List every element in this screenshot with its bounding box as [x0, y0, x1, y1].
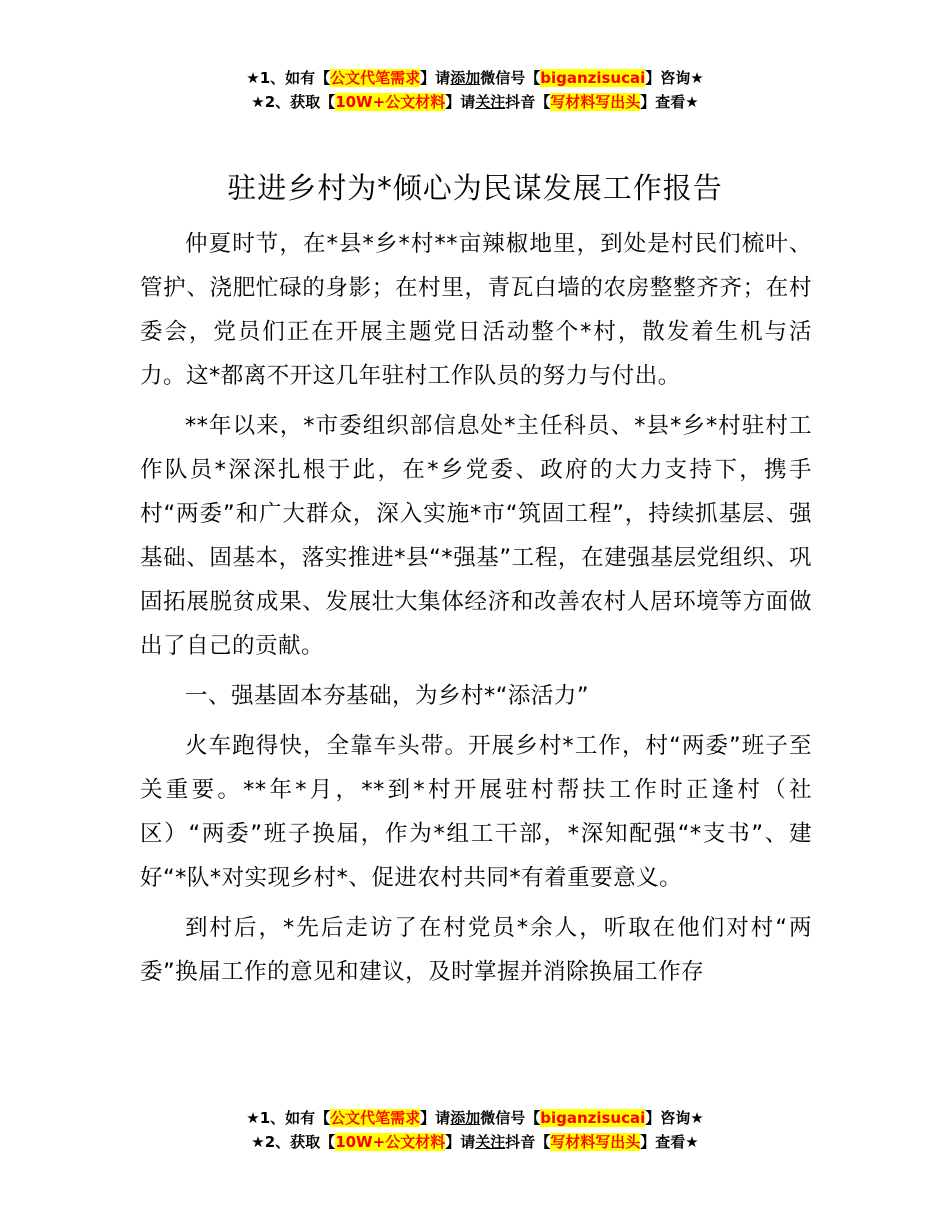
- promo-underlined: 关注: [475, 1133, 506, 1151]
- promo-text: 微信号【: [480, 69, 541, 87]
- footer-promo-banner: [0, 1106, 950, 1154]
- body-paragraph: 火车跑得快，全靠车头带。开展乡村*工作，村“两委”班子至关重要。**年*月，**到*村开展驻村帮扶工作时正逢村（社区）“两委”班子换届，作为*组工干部，*深知配强“*支书”、建好“*队*对实现乡村*、促进农村共同*有着重要意义。: [140, 733, 812, 891]
- promo-text: ★2、获取【: [251, 93, 336, 111]
- promo-text: ★2、获取【: [251, 1133, 336, 1151]
- promo-underlined: 添加: [450, 1109, 481, 1127]
- promo-text: 】请: [445, 93, 476, 111]
- promo-text: 】查看★: [640, 93, 699, 111]
- promo-highlight: 公文代笔需求: [330, 69, 421, 87]
- body-paragraph: 仲夏时节，在*县*乡*村**亩辣椒地里，到处是村民们梳叶、管护、浇肥忙碌的身影；在村里，青瓦白墙的农房整整齐齐；在村委会，党员们正在开展主题党日活动整个*村，散发着生机与活力。这*都离不开这几年驻村工作队员的努力与付出。: [140, 231, 812, 389]
- promo-highlight: 公文代笔需求: [330, 1109, 421, 1127]
- promo-highlight: 写材料写出头: [550, 93, 641, 111]
- promo-highlight: 10W+公文材料: [335, 93, 446, 111]
- promo-text: 】请: [445, 1133, 476, 1151]
- document-title: 驻进乡村为*倾心为民谋发展工作报告: [227, 171, 723, 205]
- promo-line-2: [0, 90, 950, 114]
- promo-text: 】请: [420, 69, 451, 87]
- promo-line-1: [0, 66, 950, 90]
- promo-text: ★1、如有【: [246, 1109, 331, 1127]
- promo-wechat-id: biganzisucai: [540, 1109, 646, 1127]
- promo-wechat-id: biganzisucai: [540, 69, 646, 87]
- header-promo-banner: [0, 66, 950, 114]
- promo-text: 】咨询★: [645, 1109, 704, 1127]
- promo-text: 】请: [420, 1109, 451, 1127]
- promo-underlined: 添加: [450, 69, 481, 87]
- body-paragraph: 到村后，*先后走访了在村党员*余人，听取在他们对村“两委”换届工作的意见和建议，及时掌握并消除换届工作存: [140, 915, 812, 985]
- body-paragraph: **年以来，*市委组织部信息处*主任科员、*县*乡*村驻村工作队员*深深扎根于此，在*乡党委、政府的大力支持下，携手村“两委”和广大群众，深入实施*市“筑固工程”，持续抓基层、强基础、固基本，落实推进*县“*强基”工程，在建强基层党组织、巩固拓展脱贫成果、发展壮大集体经济和改善农村人居环境等方面做出了自己的贡献。: [140, 413, 812, 659]
- promo-underlined: 关注: [475, 93, 506, 111]
- promo-highlight: 写材料写出头: [550, 1133, 641, 1151]
- document-body: [140, 222, 812, 1000]
- promo-text: 微信号【: [480, 1109, 541, 1127]
- promo-line-2: [0, 1130, 950, 1154]
- promo-text: 】查看★: [640, 1133, 699, 1151]
- promo-text: 】咨询★: [645, 69, 704, 87]
- promo-text: 抖音【: [505, 93, 551, 111]
- promo-text: ★1、如有【: [246, 69, 331, 87]
- promo-text: 抖音【: [505, 1133, 551, 1151]
- section-heading: 一、强基固本夯基础，为乡村*“添活力”: [185, 683, 590, 709]
- promo-highlight: 10W+公文材料: [335, 1133, 446, 1151]
- promo-line-1: [0, 1106, 950, 1130]
